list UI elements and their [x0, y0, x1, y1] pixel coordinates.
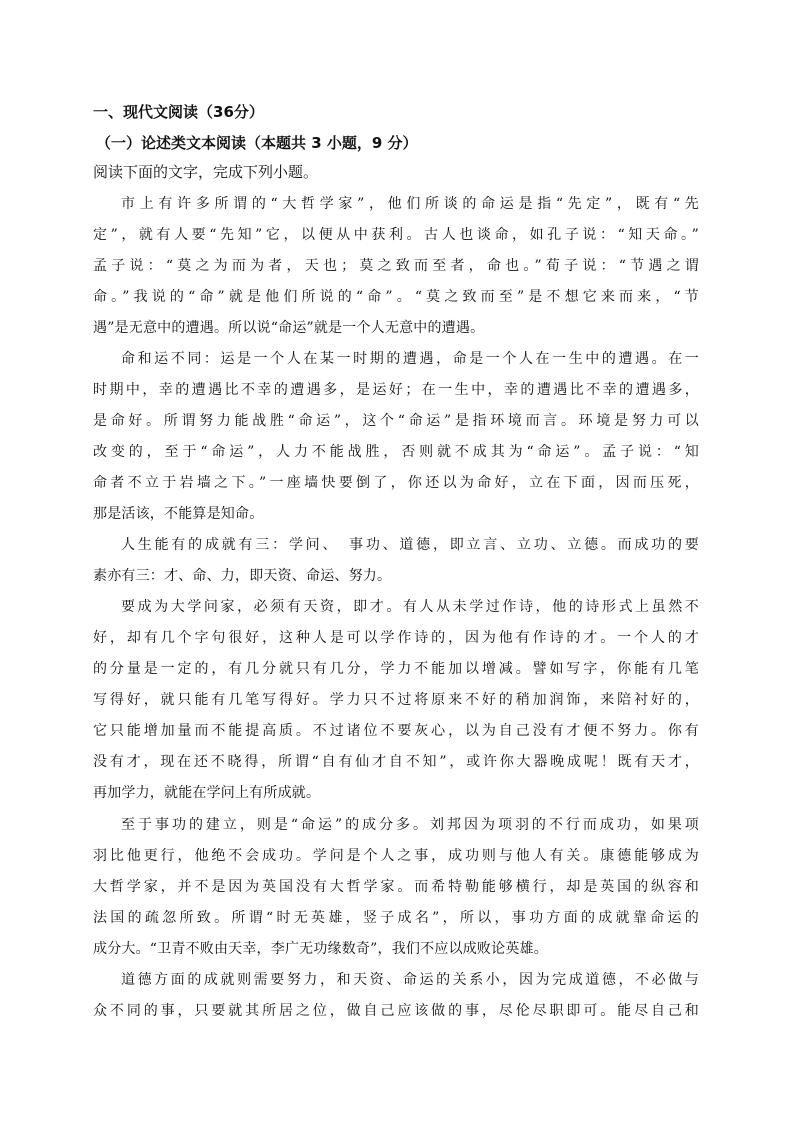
- passage-line: 定”，就有人要“先知”它，以便从中获利。古人也谈命，如孔子说：“知天命。”: [93, 227, 699, 243]
- passage-line: 改变的，至于“命运”，人力不能战胜，否则就不成其为“命运”。孟子说：“知: [93, 444, 699, 460]
- passage-line: 写得好，就只能有几笔写得好。学力只不过将原来不好的稍加润饰，来陪衬好的，: [93, 692, 699, 708]
- passage-line: 道德方面的成就则需要努力，和天资、命运的关系小，因为完成道德，不必做与: [121, 972, 699, 988]
- passage-line: 市上有许多所谓的“大哲学家”，他们所谈的命运是指“先定”，既有“先: [121, 196, 699, 212]
- passage-line: 是命好。所谓努力能战胜“命运”，这个“命运”是指环境而言。环境是努力可以: [93, 413, 699, 429]
- passage-line: 那是活该，不能算是知命。: [93, 506, 264, 522]
- section-heading: 一、现代文阅读（36分）: [93, 103, 264, 121]
- passage-line: 羽比他更行，他绝不会成功。学问是个人之事，成功则与他人有关。康德能够成为: [93, 848, 699, 864]
- passage-line: 没有才，现在还不晓得，所谓“自有仙才自不知”，或许你大器晚成呢！既有天才，: [93, 754, 699, 770]
- sub-heading: （一）论述类文本阅读（本题共 3 小题，9 分）: [96, 134, 418, 152]
- passage-line: 孟子说：“莫之为而为者，天也；莫之致而至者，命也。”荀子说：“节遇之谓: [93, 258, 699, 274]
- passage-line: 的分量是一定的，有几分就只有几分，学力不能加以增减。譬如写字，你能有几笔: [93, 661, 699, 677]
- passage-line: 成分大。“卫青不败由天幸，李广无功缘数奇”，我们不应以成败论英雄。: [93, 941, 548, 957]
- passage-line: 命者不立于岩墙之下。”一座墙快要倒了，你还以为命好，立在下面，因而压死，: [93, 475, 699, 491]
- passage-line: 法国的疏忽所致。所谓“时无英雄，竖子成名”，所以，事功方面的成就靠命运的: [93, 910, 699, 926]
- passage-line: 时期中，幸的遭遇比不幸的遭遇多，是运好；在一生中，幸的遭遇比不幸的遭遇多，: [93, 382, 699, 398]
- passage-line: 人生能有的成就有三：学问、 事功、道德，即立言、立功、立德。而成功的要: [121, 537, 699, 553]
- passage-line: 众不同的事，只要就其所居之位，做自己应该做的事，尽伦尽职即可。能尽自己和: [93, 1003, 699, 1019]
- passage-line: 大哲学家，并不是因为英国没有大哲学家。而希特勒能够横行，却是英国的纵容和: [93, 879, 699, 895]
- passage-line: 命和运不同：运是一个人在某一时期的遭遇，命是一个人在一生中的遭遇。在一: [121, 351, 699, 367]
- passage-line: 遇”是无意中的遭遇。所以说“命运”就是一个人无意中的遭遇。: [93, 320, 485, 336]
- passage-line: 再加学力，就能在学问上有所成就。: [93, 785, 321, 801]
- passage-line: 要成为大学问家，必须有天资，即才。有人从未学过作诗，他的诗形式上虽然不: [121, 599, 699, 615]
- passage-line: 素亦有三：才、命、力，即天资、命运、努力。: [93, 568, 392, 584]
- passage-line: 它只能增加量而不能提高质。不过诸位不要灰心，以为自己没有才便不努力。你有: [93, 723, 699, 739]
- passage-line: 好，却有几个字句很好，这种人是可以学作诗的，因为他有作诗的才。一个人的才: [93, 630, 699, 646]
- passage-line: 至于事功的建立，则是“命运”的成分多。刘邦因为项羽的不行而成功，如果项: [121, 817, 699, 833]
- passage-line: 命。”我说的“命”就是他们所说的“命”。“莫之致而至”是不想它来而来，“节: [93, 289, 699, 305]
- reading-instruction: 阅读下面的文字，完成下列小题。: [93, 163, 319, 181]
